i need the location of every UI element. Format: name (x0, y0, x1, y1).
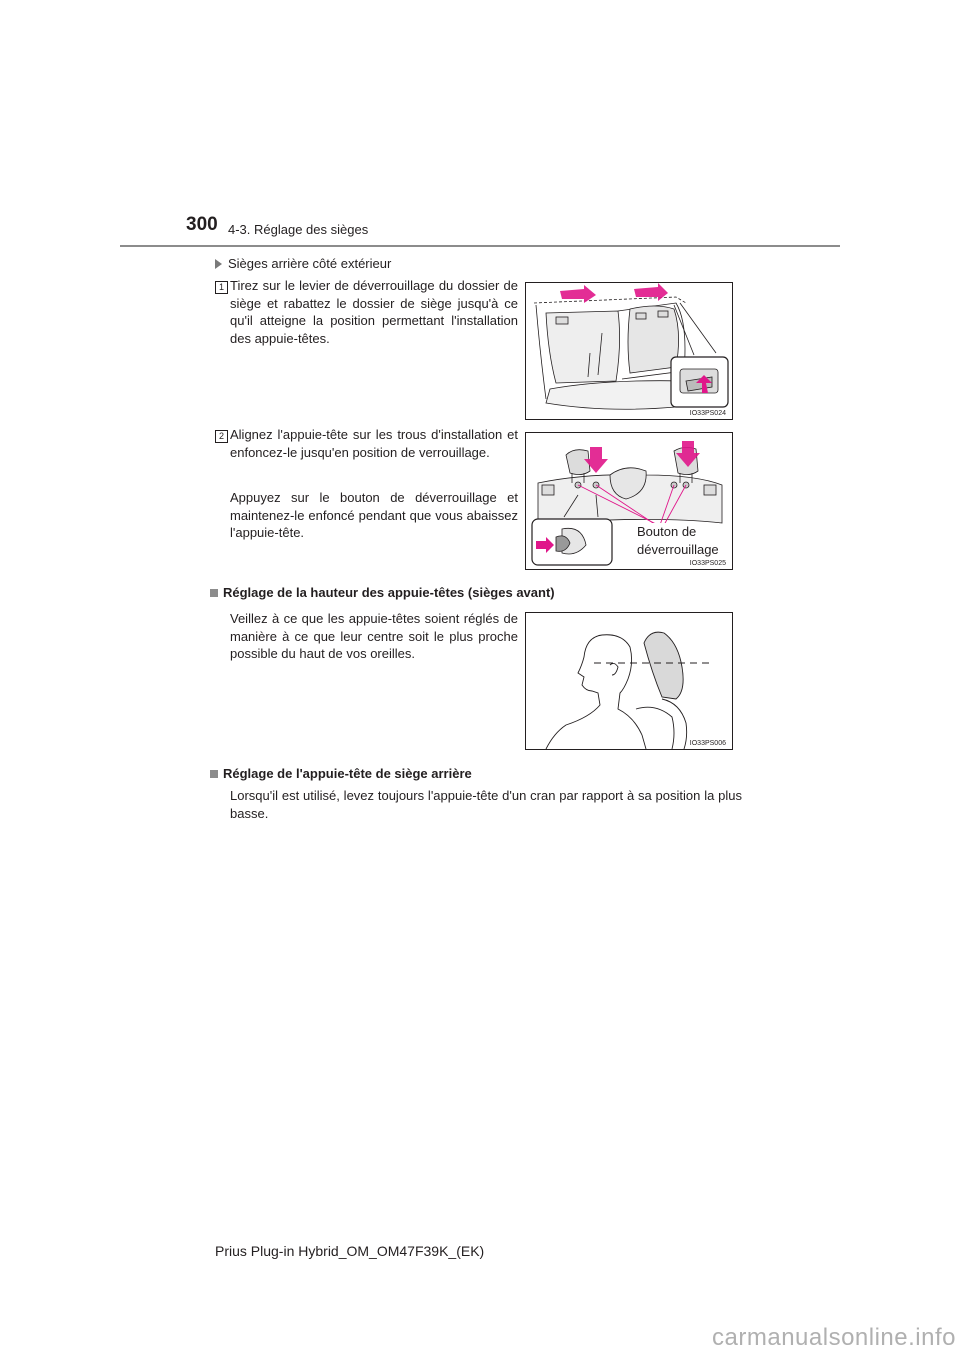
subheading-rear-outer-seats (215, 256, 391, 271)
headrest-height-illustration (526, 613, 732, 749)
section-heading-text: Réglage de la hauteur des appuie-têtes (sièges avant) (223, 585, 555, 600)
section-heading-rear-headrest (210, 766, 472, 781)
step-2-text: Alignez l'appuie-tête sur les trous d'installation et enfoncez-le jusqu'en position de verrouillage. (230, 427, 518, 460)
seatback-release-illustration (526, 283, 732, 419)
rear-headrest-text: Lorsqu'il est utilisé, levez toujours l'appuie-tête d'un cran par rapport à sa position la plus basse. (230, 788, 742, 821)
watermark: carmanualsonline.info (712, 1324, 956, 1351)
subheading-text: Sièges arrière côté extérieur (228, 256, 392, 271)
release-button-label (637, 523, 719, 559)
figure-code: IO33PS025 (689, 560, 726, 567)
figure-code: IO33PS024 (689, 410, 726, 417)
document-footer: Prius Plug-in Hybrid_OM_OM47F39K_(EK) (215, 1243, 485, 1259)
figure-headrest-install (525, 432, 733, 570)
section-title: 4-3. Réglage des sièges (228, 222, 369, 237)
section-heading-text: Réglage de l'appuie-tête de siège arrière (223, 766, 472, 781)
section-heading-front-height (210, 585, 555, 600)
figure-code: IO33PS006 (689, 740, 726, 747)
figure-headrest-height (525, 612, 733, 750)
step-1-text: Tirez sur le levier de déverrouillage du dossier de siège et rabattez le dossier de siège jusqu'à ce qu'il atteigne la position permettant l'installation des appuie-têtes. (230, 278, 518, 346)
figure-seatback-release (525, 282, 733, 420)
square-bullet-icon (210, 770, 218, 778)
step-badge-2: 2 (215, 430, 228, 443)
release-button-label-line2: déverrouillage (637, 542, 719, 557)
page-number: 300 (186, 214, 218, 235)
square-bullet-icon (210, 589, 218, 597)
step-2-text-release: Appuyez sur le bouton de déverrouillage et maintenez-le enfoncé pendant que vous abaissez l'appuie-tête. (230, 490, 518, 540)
step-badge-1: 1 (215, 281, 228, 294)
triangle-bullet-icon (215, 259, 222, 269)
header-divider (120, 245, 840, 247)
release-button-label-line1: Bouton de (637, 524, 697, 539)
front-height-text: Veillez à ce que les appuie-têtes soient réglés de manière à ce que leur centre soit le plus proche possible du haut de vos oreilles. (230, 611, 518, 661)
